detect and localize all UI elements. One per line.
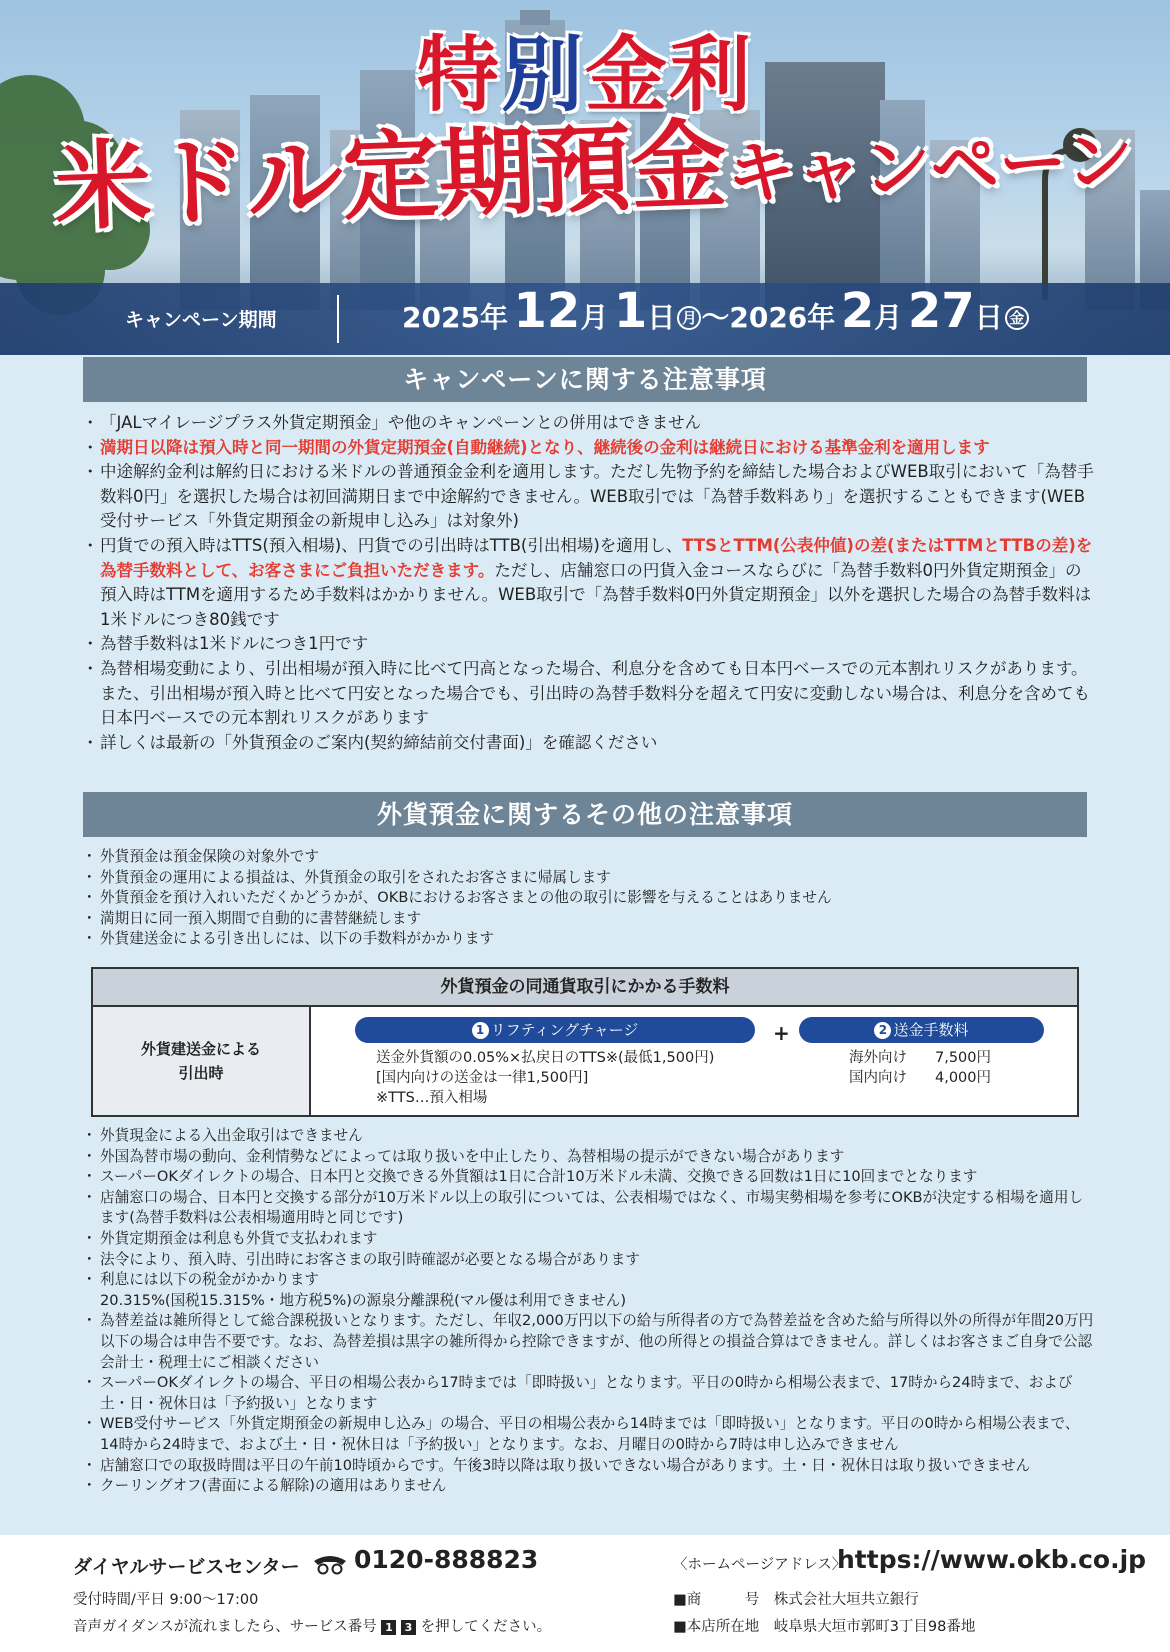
list-item: ・ 「JALマイレージプラス外貨定期預金」や他のキャンペーンとの併用はできません <box>84 411 1094 436</box>
list-item: ・ 外貨預金は預金保険の対象外です <box>84 847 1094 868</box>
list-item: ・ 円貨での預入時はTTS(預入相場)、円貨での引出時はTTB(引出相場)を適用し、TTSとTTM(公表仲値)の差(またはTTMとTTBの差)を為替手数料として、お客さまにご負担いただきます。ただし、店舗窓口の円貨入金コースならびに「為替手数料0円外貨定期預金」の預入時はTTMを適用するため手数料はかかりません。WEB取引で「為替手数料0円外貨定期預金」以外を選択した場合の為替手数料は1米ドルにつき80銭です <box>84 534 1094 632</box>
campaign-notes-list <box>84 411 1094 755</box>
list-item: ・ 満期日以降は預入時と同一期間の外貨定期預金(自動継続)となり、継続後の金利は継続日における基準金利を適用します <box>84 436 1094 461</box>
list-item: ・ 店舗窓口での取扱時間は平日の午前10時頃からです。午後3時以降は取り扱いできない場合があります。土・日・祝休日は取り扱いできません <box>84 1456 1094 1477</box>
content-area <box>0 355 1170 1535</box>
homepage-url-link[interactable]: https://www.okb.co.jp <box>837 1545 1147 1574</box>
list-item: ・ 為替差益は雑所得として総合課税扱いとなります。ただし、年収2,000万円以下の給与所得者の方で為替差益を含めた給与所得以外の所得が年間20万円以下の場合は申告不要です。なお、為替差損は黒字の雑所得から控除できますが、他の所得との損益合算はできません。詳しくはお客さまご自身で公認会計士・税理士にご相談ください <box>84 1311 1094 1373</box>
homepage-label: 〈ホームページアドレス〉 <box>673 1557 847 1573</box>
list-item: ・ 法令により、預入時、引出時にお客さまの取引時確認が必要となる場合があります <box>84 1250 1094 1271</box>
fee-row-label: 外貨建送金による 引出時 <box>93 1007 311 1115</box>
list-item: ・ 外貨定期預金は利息も外貨で支払われます <box>84 1229 1094 1250</box>
hero-title-campaign: 米ドル定期預金キャンペーン <box>53 108 1135 244</box>
hero-title-special-rate: 特別金利 <box>416 28 754 123</box>
lifting-charge-detail: 送金外貨額の0.05%×払戻日のTTS※(最低1,500円) [国内向けの送金は一律1,500円] ※TTS…預入相場 <box>376 1050 715 1106</box>
head-office-address: ■本店所在地 岐阜県大垣市郭町3丁目98番地 <box>673 1619 976 1635</box>
list-item: ・ 為替手数料は1米ドルにつき1円です <box>84 632 1094 657</box>
list-item: ・ 中途解約金利は解約日における米ドルの普通預金金利を適用します。ただし先物予約を締結した場合およびWEB取引において「為替手数料0円」を選択した場合は初回満期日まで中途解約できません。WEB取引では「為替手数料あり」を選択することもできます(WEB受付サービス「外貨定期預金の新規申し込み」は対象外) <box>84 460 1094 534</box>
service-number-badge: 3 <box>401 1620 416 1635</box>
hero-banner <box>0 0 1170 355</box>
other-notes-list-continued <box>84 1126 1094 1497</box>
voice-guidance: 音声ガイダンスが流れましたら、サービス番号 1 3 を押してください。 <box>73 1619 552 1635</box>
list-item: ・ クーリングオフ(書面による解除)の適用はありません <box>84 1476 1094 1497</box>
other-notes-list <box>84 847 1094 950</box>
service-number-badge: 1 <box>381 1620 396 1635</box>
list-item: ・ 外貨預金を預け入れいただくかどうかが、OKBにおけるお客さまとの他の取引に影響を与えることはありません <box>84 888 1094 909</box>
list-item: ・ 外貨建送金による引き出しには、以下の手数料がかかります <box>84 929 1094 950</box>
list-item: ・ スーパーOKダイレクトの場合、平日の相場公表から17時までは「即時扱い」となります。平日の0時から相場公表まで、17時から24時まで、および土・日・祝休日は「予約扱い」となります <box>84 1373 1094 1414</box>
service-center-title: ダイヤルサービスセンター <box>73 1556 300 1578</box>
list-item: ・ 店舗窓口の場合、日本円と交換する部分が10万米ドル以上の取引については、公表相場ではなく、市場実勢相場を参考にOKBが決定する相場を適用します(為替手数料は公表相場適用時と同じです) <box>84 1188 1094 1229</box>
list-item: ・ スーパーOKダイレクトの場合、日本円と交換できる外貨額は1日に合計10万米ドル未満、交換できる回数は1日に10回までとなります <box>84 1167 1094 1188</box>
period-dates: 2025年 12月 1日 月 〜2026年 2月 27日 金 <box>402 287 1029 335</box>
weekday-badge: 金 <box>1005 306 1029 330</box>
footer <box>0 1535 1170 1652</box>
list-item: ・ 為替相場変動により、引出相場が預入時に比べて円高となった場合、利息分を含めても日本円ベースでの元本割れリスクがあります。また、引出相場が預入時と比べて円安となった場合でも、引出時の為替手数料分を超えて円安に変動しない場合は、利息分を含めても日本円ベースでの元本割れリスクがあります <box>84 657 1094 731</box>
other-notes-heading: 外貨預金に関するその他の注意事項 <box>83 792 1087 837</box>
list-item: ・ 外貨預金の運用による損益は、外貨預金の取引をされたお客さまに帰属します <box>84 868 1094 889</box>
list-item: ・ 詳しくは最新の「外貨預金のご案内(契約締結前交付書面)」を確認ください <box>84 731 1094 756</box>
phone-number-link[interactable]: 0120-888823 <box>354 1545 539 1574</box>
number-badge: 2 <box>874 1022 891 1039</box>
weekday-badge: 月 <box>677 306 701 330</box>
list-item: ・ 外貨現金による入出金取引はできません <box>84 1126 1094 1147</box>
free-dial-icon <box>312 1553 348 1575</box>
plus-sign: + <box>773 1021 790 1045</box>
campaign-notes-heading: キャンペーンに関する注意事項 <box>83 357 1087 402</box>
number-badge: 1 <box>472 1022 489 1039</box>
remittance-fee-badge: 2 送金手数料 <box>799 1017 1044 1043</box>
remittance-fee-detail: 海外向け 7,500円 国内向け 4,000円 <box>849 1050 992 1086</box>
service-hours: 受付時間/平日 9:00〜17:00 <box>73 1592 259 1608</box>
list-item: ・ 外国為替市場の動向、金利情勢などによっては取り扱いを中止したり、為替相場の提示ができない場合があります <box>84 1147 1094 1168</box>
fee-table <box>91 967 1079 1117</box>
list-item: ・ 利息には以下の税金がかかります 20.315%(国税15.315%・地方税5%)の源泉分離課税(マル優は利用できません) <box>84 1270 1094 1311</box>
list-item: ・ WEB受付サービス「外貨定期預金の新規申し込み」の場合、平日の相場公表から14時までは「即時扱い」となります。平日の0時から相場公表まで、14時から24時まで、および土・日・祝休日は「予約扱い」となります。なお、月曜日の0時から7時は申し込みできません <box>84 1414 1094 1455</box>
list-item: ・ 満期日に同一預入期間で自動的に書替継続します <box>84 909 1094 930</box>
fee-table-header: 外貨預金の同通貨取引にかかる手数料 <box>93 969 1077 1007</box>
campaign-period-bar <box>0 283 1170 355</box>
lifting-charge-badge: 1 リフティングチャージ <box>355 1017 755 1043</box>
trade-name: ■商 号 株式会社大垣共立銀行 <box>673 1592 919 1608</box>
divider <box>337 295 339 343</box>
period-label: キャンペーン期間 <box>125 309 277 331</box>
